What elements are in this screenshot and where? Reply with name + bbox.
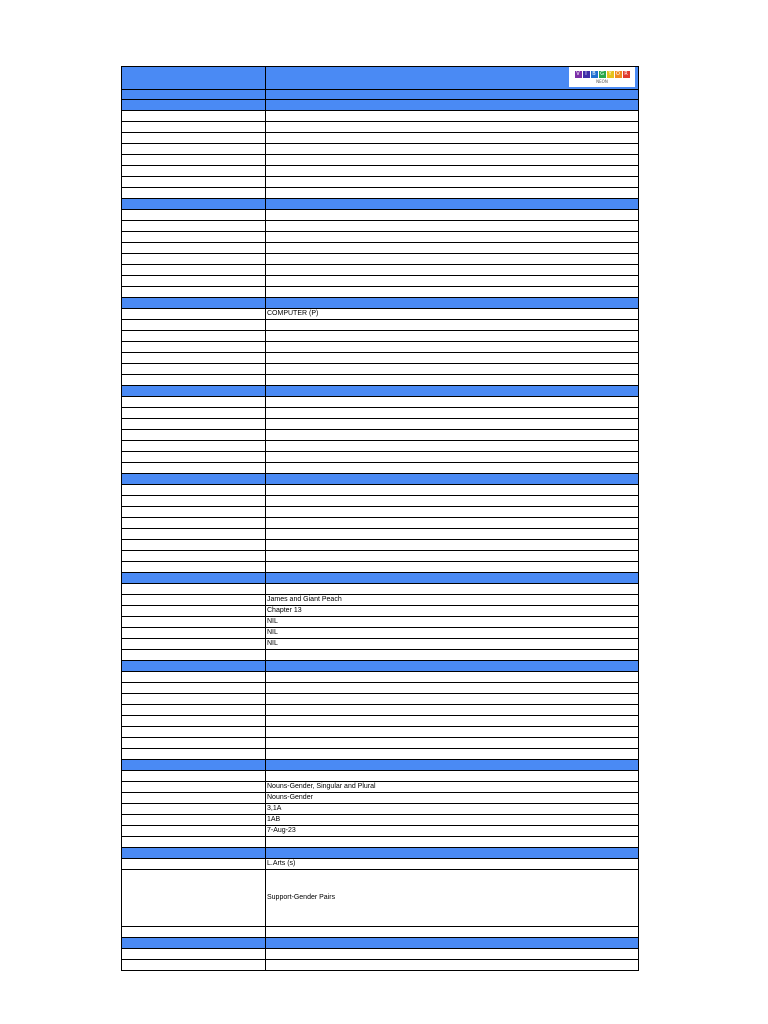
label-cell[interactable]: [121, 540, 265, 551]
value-cell[interactable]: [265, 287, 639, 298]
table-row: [121, 232, 639, 243]
section-header-row: [121, 386, 639, 397]
value-cell[interactable]: [265, 441, 639, 452]
table-row: [121, 749, 639, 760]
value-cell[interactable]: [265, 90, 639, 100]
table-row: [121, 738, 639, 749]
table-row: [121, 309, 639, 320]
label-cell[interactable]: [121, 650, 265, 661]
table-row: [121, 540, 639, 551]
value-cell[interactable]: L.Arts (s): [265, 859, 639, 870]
label-cell[interactable]: [121, 639, 265, 650]
value-cell[interactable]: COMPUTER (P): [265, 309, 639, 320]
table-row: [121, 177, 639, 188]
table-row: [121, 375, 639, 386]
table-row: [121, 331, 639, 342]
value-cell[interactable]: [265, 949, 639, 960]
value-cell[interactable]: [265, 927, 639, 938]
label-cell[interactable]: [121, 518, 265, 529]
table-row: [121, 507, 639, 518]
label-cell[interactable]: [121, 353, 265, 364]
section-header-row: [121, 298, 639, 309]
label-cell[interactable]: [121, 705, 265, 716]
table-row: [121, 826, 639, 837]
table-row: [121, 859, 639, 870]
logo-wordmark: [575, 71, 630, 78]
label-cell[interactable]: [121, 771, 265, 782]
table-row: [121, 584, 639, 595]
table-row: [121, 243, 639, 254]
value-cell[interactable]: [265, 100, 639, 111]
section-header-row: [121, 199, 639, 210]
value-cell[interactable]: [265, 672, 639, 683]
table-row: [121, 870, 639, 927]
table-row: [121, 782, 639, 793]
table-row: [121, 496, 639, 507]
value-cell[interactable]: [265, 342, 639, 353]
table-row: [121, 210, 639, 221]
table-row: [121, 595, 639, 606]
label-cell[interactable]: [121, 66, 265, 90]
value-cell[interactable]: [265, 144, 639, 155]
label-cell[interactable]: [121, 320, 265, 331]
value-cell[interactable]: [265, 155, 639, 166]
label-cell[interactable]: [121, 562, 265, 573]
spreadsheet: [121, 66, 639, 971]
value-cell[interactable]: [265, 386, 639, 397]
value-cell[interactable]: [265, 705, 639, 716]
table-row: [121, 617, 639, 628]
label-cell[interactable]: [121, 221, 265, 232]
table-row: [121, 254, 639, 265]
value-cell[interactable]: [265, 419, 639, 430]
label-cell[interactable]: [121, 463, 265, 474]
value-cell[interactable]: [265, 188, 639, 199]
value-cell[interactable]: [265, 584, 639, 595]
value-cell[interactable]: [265, 397, 639, 408]
value-cell[interactable]: [265, 122, 639, 133]
value-cell[interactable]: [265, 540, 639, 551]
table-row: [121, 276, 639, 287]
label-cell[interactable]: [121, 166, 265, 177]
table-row: [121, 639, 639, 650]
logo-subtitle: NEON: [596, 78, 608, 84]
label-cell[interactable]: [121, 529, 265, 540]
logo-letter: I: [583, 71, 590, 78]
value-cell[interactable]: [265, 210, 639, 221]
table-row: [121, 221, 639, 232]
label-cell[interactable]: [121, 826, 265, 837]
value-cell[interactable]: [265, 738, 639, 749]
section-header-row: [121, 66, 639, 90]
value-cell[interactable]: [265, 452, 639, 463]
label-cell[interactable]: [121, 331, 265, 342]
logo-letter: O: [616, 70, 620, 77]
label-cell[interactable]: [121, 188, 265, 199]
label-cell[interactable]: [121, 617, 265, 628]
value-cell[interactable]: [265, 364, 639, 375]
value-cell[interactable]: [265, 474, 639, 485]
label-cell[interactable]: [121, 342, 265, 353]
logo-letter: Y: [608, 70, 612, 77]
logo-letter: R: [624, 70, 628, 77]
value-cell[interactable]: [265, 166, 639, 177]
label-cell[interactable]: [121, 375, 265, 386]
table-row: [121, 705, 639, 716]
label-cell[interactable]: [121, 452, 265, 463]
label-cell[interactable]: [121, 496, 265, 507]
table-row: [121, 265, 639, 276]
value-cell[interactable]: 7-Aug-23: [265, 826, 639, 837]
label-cell[interactable]: [121, 760, 265, 771]
value-cell[interactable]: [265, 221, 639, 232]
label-cell[interactable]: [121, 441, 265, 452]
section-header-row: [121, 760, 639, 771]
value-cell[interactable]: [265, 749, 639, 760]
label-cell[interactable]: [121, 111, 265, 122]
section-header-row: [121, 474, 639, 485]
label-cell[interactable]: [121, 386, 265, 397]
section-header-row: [121, 661, 639, 672]
label-cell[interactable]: [121, 100, 265, 111]
school-logo: [569, 67, 635, 87]
label-cell[interactable]: [121, 265, 265, 276]
label-cell[interactable]: [121, 749, 265, 760]
table-row: [121, 144, 639, 155]
label-cell[interactable]: [121, 815, 265, 826]
table-row: [121, 342, 639, 353]
table-row: [121, 188, 639, 199]
value-cell[interactable]: [265, 507, 639, 518]
logo-letter: G: [600, 70, 604, 77]
table-row: [121, 430, 639, 441]
label-cell[interactable]: [121, 595, 265, 606]
value-cell[interactable]: [265, 760, 639, 771]
table-row: [121, 927, 639, 938]
table-row: [121, 166, 639, 177]
label-cell[interactable]: [121, 419, 265, 430]
table-row: [121, 452, 639, 463]
table-row: [121, 771, 639, 782]
value-cell[interactable]: 1AB: [265, 815, 639, 826]
label-cell[interactable]: [121, 661, 265, 672]
value-cell[interactable]: [265, 683, 639, 694]
value-cell[interactable]: [265, 353, 639, 364]
value-cell[interactable]: [265, 716, 639, 727]
label-cell[interactable]: [121, 364, 265, 375]
label-cell[interactable]: [121, 870, 265, 927]
value-cell[interactable]: [265, 133, 639, 144]
table-row: [121, 727, 639, 738]
value-cell[interactable]: [265, 661, 639, 672]
value-cell[interactable]: [265, 650, 639, 661]
table-row: [121, 419, 639, 430]
table-row: [121, 518, 639, 529]
label-cell[interactable]: [121, 309, 265, 320]
value-cell[interactable]: James and Giant Peach: [265, 595, 639, 606]
value-cell[interactable]: [265, 463, 639, 474]
label-cell[interactable]: [121, 804, 265, 815]
table-row: [121, 606, 639, 617]
value-cell[interactable]: [265, 694, 639, 705]
label-cell[interactable]: [121, 683, 265, 694]
table-row: [121, 562, 639, 573]
label-cell[interactable]: [121, 949, 265, 960]
value-cell[interactable]: [265, 320, 639, 331]
table-row: [121, 397, 639, 408]
section-header-row: [121, 100, 639, 111]
table-row: [121, 529, 639, 540]
logo-letter: B: [592, 70, 596, 77]
value-cell[interactable]: Support-Gender Pairs: [265, 870, 639, 927]
table-row: [121, 650, 639, 661]
value-cell[interactable]: [265, 111, 639, 122]
label-cell[interactable]: [121, 927, 265, 938]
label-cell[interactable]: [121, 716, 265, 727]
table-row: [121, 320, 639, 331]
value-cell[interactable]: [265, 529, 639, 540]
section-header-row: [121, 938, 639, 949]
label-cell[interactable]: [121, 408, 265, 419]
table-row: [121, 485, 639, 496]
table-row: [121, 694, 639, 705]
label-cell[interactable]: [121, 254, 265, 265]
table-row: [121, 111, 639, 122]
label-cell[interactable]: [121, 584, 265, 595]
value-cell[interactable]: [265, 254, 639, 265]
label-cell[interactable]: [121, 672, 265, 683]
label-cell[interactable]: [121, 133, 265, 144]
value-cell[interactable]: [265, 960, 639, 971]
table-row: [121, 463, 639, 474]
value-cell[interactable]: [265, 496, 639, 507]
table-row: [121, 683, 639, 694]
label-cell[interactable]: [121, 287, 265, 298]
label-cell[interactable]: [121, 694, 265, 705]
label-cell[interactable]: [121, 276, 265, 287]
value-cell[interactable]: [265, 430, 639, 441]
label-cell[interactable]: [121, 144, 265, 155]
value-cell[interactable]: [265, 331, 639, 342]
logo-letter: V: [576, 70, 580, 77]
label-cell[interactable]: [121, 210, 265, 221]
table-row: [121, 441, 639, 452]
label-cell[interactable]: [121, 507, 265, 518]
value-cell[interactable]: [265, 837, 639, 848]
value-cell[interactable]: 3,1A: [265, 804, 639, 815]
value-cell[interactable]: [265, 848, 639, 859]
value-cell[interactable]: NIL: [265, 639, 639, 650]
label-cell[interactable]: [121, 232, 265, 243]
label-cell[interactable]: [121, 155, 265, 166]
label-cell[interactable]: [121, 551, 265, 562]
section-header-row: [121, 90, 639, 100]
label-cell[interactable]: [121, 727, 265, 738]
value-cell[interactable]: [265, 298, 639, 309]
value-cell[interactable]: NIL: [265, 617, 639, 628]
section-header-row: [121, 848, 639, 859]
label-cell[interactable]: [121, 122, 265, 133]
value-cell[interactable]: [265, 573, 639, 584]
table-row: [121, 804, 639, 815]
table-row: [121, 133, 639, 144]
label-cell[interactable]: [121, 960, 265, 971]
table-row: [121, 364, 639, 375]
table-row: [121, 793, 639, 804]
label-cell[interactable]: [121, 298, 265, 309]
value-cell[interactable]: [265, 265, 639, 276]
value-cell[interactable]: [265, 177, 639, 188]
label-cell[interactable]: [121, 848, 265, 859]
label-cell[interactable]: [121, 837, 265, 848]
table-row: [121, 155, 639, 166]
label-cell[interactable]: [121, 199, 265, 210]
table-row: [121, 122, 639, 133]
label-cell[interactable]: [121, 573, 265, 584]
label-cell[interactable]: [121, 859, 265, 870]
table-row: [121, 408, 639, 419]
table-row: [121, 628, 639, 639]
label-cell[interactable]: [121, 474, 265, 485]
value-cell[interactable]: [265, 938, 639, 949]
label-cell[interactable]: [121, 938, 265, 949]
value-cell[interactable]: [265, 276, 639, 287]
label-cell[interactable]: [121, 738, 265, 749]
value-cell[interactable]: [265, 485, 639, 496]
value-cell[interactable]: [265, 771, 639, 782]
label-cell[interactable]: [121, 628, 265, 639]
value-cell[interactable]: Nouns-Gender, Singular and Plural: [265, 782, 639, 793]
label-cell[interactable]: [121, 243, 265, 254]
value-cell[interactable]: NIL: [265, 628, 639, 639]
table-row: [121, 353, 639, 364]
table-row: [121, 716, 639, 727]
value-cell[interactable]: [265, 562, 639, 573]
value-cell[interactable]: [265, 551, 639, 562]
table-row: [121, 551, 639, 562]
value-cell[interactable]: [265, 518, 639, 529]
table-row: [121, 837, 639, 848]
table-row: [121, 960, 639, 971]
value-cell[interactable]: [265, 408, 639, 419]
value-cell[interactable]: [265, 375, 639, 386]
label-cell[interactable]: [121, 485, 265, 496]
label-cell[interactable]: [121, 793, 265, 804]
label-cell[interactable]: [121, 397, 265, 408]
label-cell[interactable]: [121, 90, 265, 100]
value-cell[interactable]: [265, 232, 639, 243]
label-cell[interactable]: [121, 177, 265, 188]
table-row: [121, 287, 639, 298]
value-cell[interactable]: Chapter 13: [265, 606, 639, 617]
label-cell[interactable]: [121, 606, 265, 617]
table-row: [121, 672, 639, 683]
table-row: [121, 815, 639, 826]
label-cell[interactable]: [121, 782, 265, 793]
value-cell[interactable]: [265, 243, 639, 254]
value-cell[interactable]: Nouns-Gender: [265, 793, 639, 804]
value-cell[interactable]: [265, 727, 639, 738]
label-cell[interactable]: [121, 430, 265, 441]
section-header-row: [121, 573, 639, 584]
value-cell[interactable]: [265, 199, 639, 210]
table-row: [121, 949, 639, 960]
